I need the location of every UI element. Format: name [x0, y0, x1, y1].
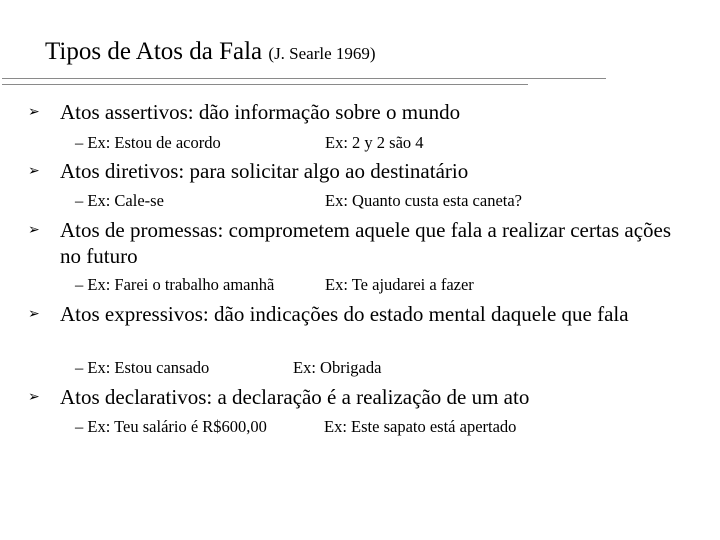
example-text: Ex: Te ajudarei a fazer: [325, 275, 474, 294]
arrowhead-bullet-icon: ➢: [28, 222, 40, 238]
example-text: Ex: Quanto custa esta caneta?: [325, 191, 522, 210]
title-main: Tipos de Atos da Fala: [45, 38, 263, 65]
title-underline: [2, 78, 606, 79]
bullet-text: Atos assertivos: dão informação sobre o mundo: [60, 100, 461, 124]
bullet-text: Atos de promessas: comprometem aquele que fala a realizar certas ações no futuro: [60, 218, 672, 268]
example-text: – Ex: Teu salário é R$600,00: [75, 417, 267, 436]
arrowhead-bullet-icon: ➢: [28, 389, 40, 405]
bullet-text: Atos expressivos: dão indicações do estado mental daquele que fala: [60, 302, 629, 326]
arrowhead-bullet-icon: ➢: [28, 163, 40, 179]
example-text: – Ex: Estou cansado: [75, 358, 210, 377]
title-underline-secondary: [2, 84, 528, 85]
slide-title: [45, 38, 376, 66]
example-text: Ex: 2 y 2 são 4: [325, 133, 424, 152]
example-text: – Ex: Farei o trabalho amanhã: [75, 275, 275, 294]
example-text: – Ex: Cale-se: [75, 191, 164, 210]
arrowhead-bullet-icon: ➢: [28, 104, 40, 120]
example-text: Ex: Obrigada: [293, 358, 382, 377]
bullet-text: Atos diretivos: para solicitar algo ao destinatário: [60, 159, 469, 183]
title-citation: (J. Searle 1969): [268, 44, 376, 63]
example-text: Ex: Este sapato está apertado: [324, 417, 517, 436]
bullet-text: Atos declarativos: a declaração é a realização de um ato: [60, 385, 530, 409]
arrowhead-bullet-icon: ➢: [28, 306, 40, 322]
example-text: – Ex: Estou de acordo: [75, 133, 221, 152]
